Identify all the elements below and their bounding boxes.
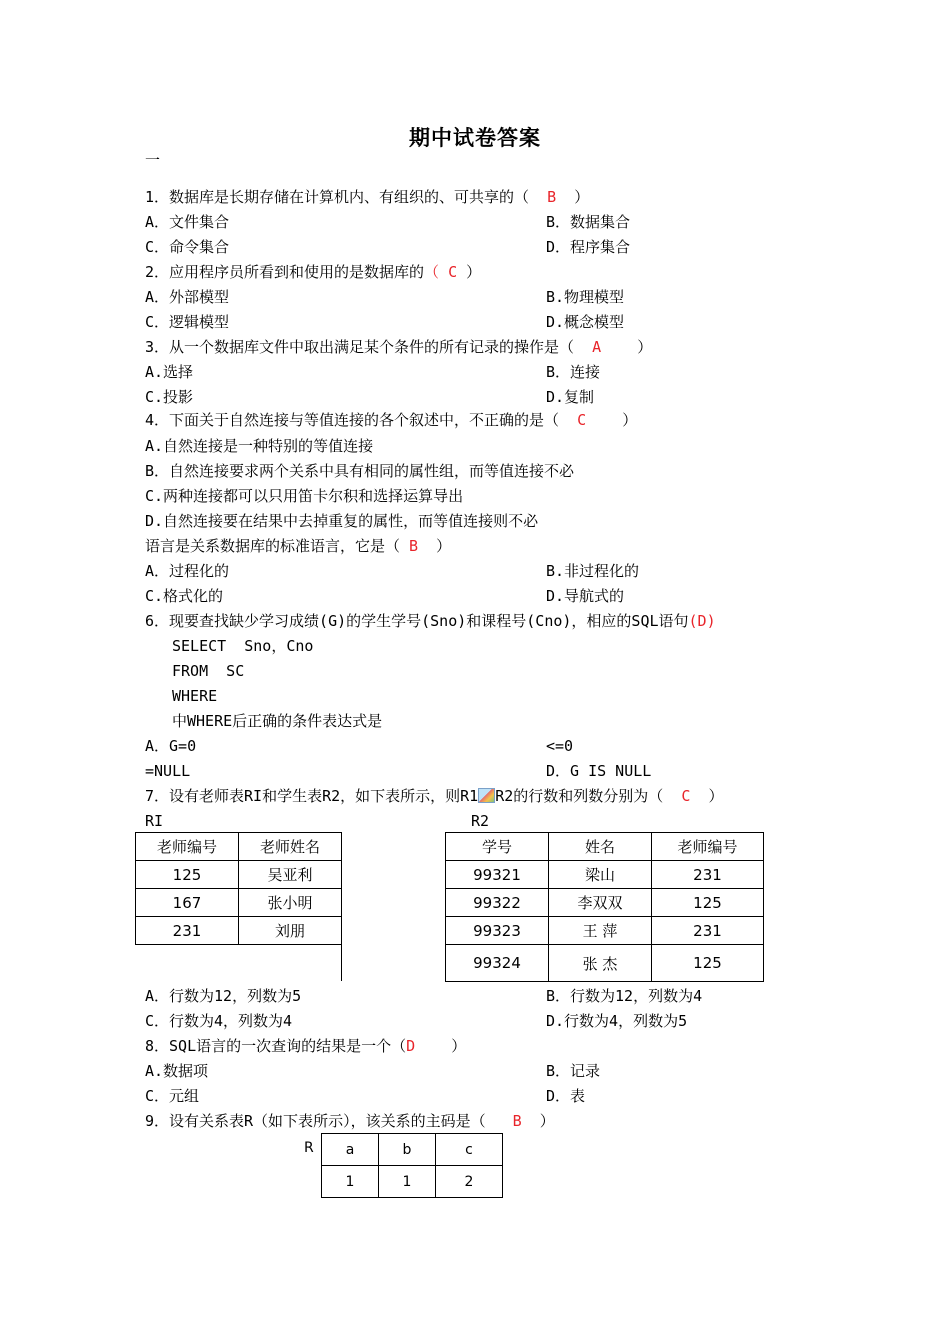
q8-option-a: A.数据项 — [145, 1062, 209, 1080]
q7-option-c: C．行数为4，列数为4 — [145, 1012, 293, 1030]
q6-option-d: D．G IS NULL — [546, 762, 652, 780]
q2-open: （ — [424, 263, 440, 281]
q8-option-c: C．元组 — [145, 1087, 200, 1105]
table-header-cell: 老师编号 — [652, 833, 764, 861]
q5-close: ） — [436, 537, 452, 555]
question-6 — [145, 611, 716, 631]
question-8 — [145, 1036, 466, 1056]
table-r1 — [135, 832, 342, 945]
broken-image-icon — [478, 788, 495, 803]
q3-close: ） — [637, 338, 653, 356]
q4-option-b: B．自然连接要求两个关系中具有相同的属性组，而等值连接不必 — [145, 462, 575, 480]
table-header-cell: 老师编号 — [136, 833, 239, 861]
table-cell: 167 — [136, 889, 239, 917]
table-cell: 张小明 — [239, 889, 342, 917]
table-header-cell: c — [436, 1134, 503, 1166]
q3-stem: 3．从一个数据库文件中取出满足某个条件的所有记录的操作是（ — [145, 338, 575, 356]
section-number: 一 — [145, 151, 161, 169]
q1-option-d: D．程序集合 — [546, 238, 631, 256]
table-divider-line — [341, 944, 342, 981]
table-cell: 张 杰 — [549, 945, 652, 982]
table-cell: 梁山 — [549, 861, 652, 889]
q7-answer: C — [681, 787, 691, 805]
table-header-cell: 姓名 — [549, 833, 652, 861]
q5-answer: B — [409, 537, 419, 555]
table-row — [136, 917, 342, 945]
table-cell: 125 — [136, 861, 239, 889]
table-r1-label: RI — [145, 812, 164, 830]
table-r-label: R — [304, 1140, 314, 1156]
table-r2 — [445, 832, 764, 982]
q6-option-a: A．G=0 — [145, 737, 197, 755]
q2-answer: C — [448, 263, 458, 281]
q7-stem-post: R2的行数和列数分别为（ — [495, 787, 664, 805]
table-r — [321, 1133, 503, 1198]
table-r2-label: R2 — [471, 812, 490, 830]
question-1 — [145, 187, 589, 207]
q3-answer: A — [592, 338, 602, 356]
q7-close: ） — [708, 787, 724, 805]
table-cell: 231 — [652, 861, 764, 889]
q7-stem-pre: 7．设有老师表RI和学生表R2，如下表所示，则R1 — [145, 787, 479, 805]
q4-stem: 4．下面关于自然连接与等值连接的各个叙述中，不正确的是（ — [145, 411, 560, 429]
table-row — [322, 1166, 503, 1198]
question-3 — [145, 337, 652, 357]
q4-option-c: C.两种连接都可以只用笛卡尔积和选择运算导出 — [145, 487, 464, 505]
q5-option-a: A．过程化的 — [145, 562, 230, 580]
q2-option-d: D.概念模型 — [546, 313, 625, 331]
table-cell: 吴亚利 — [239, 861, 342, 889]
table-header-cell: 学号 — [446, 833, 549, 861]
table-cell: 125 — [652, 889, 764, 917]
question-7 — [145, 786, 723, 806]
q6-option-c: =NULL — [145, 762, 191, 780]
question-5 — [145, 536, 451, 556]
table-cell: 1 — [379, 1166, 436, 1198]
q6-code-note: 中WHERE后正确的条件表达式是 — [172, 712, 383, 730]
table-row — [136, 861, 342, 889]
table-cell: 125 — [652, 945, 764, 982]
table-header-row — [446, 833, 764, 861]
table-cell: 王 萍 — [549, 917, 652, 945]
q9-stem: 9．设有关系表R（如下表所示），该关系的主码是（ — [145, 1112, 486, 1130]
table-row — [446, 889, 764, 917]
table-cell: 刘朋 — [239, 917, 342, 945]
table-row — [446, 945, 764, 982]
q4-option-d: D.自然连接要在结果中去掉重复的属性，而等值连接则不必 — [145, 512, 539, 530]
table-row — [136, 889, 342, 917]
q3-option-c: C.投影 — [145, 388, 194, 406]
q3-option-b: B．连接 — [546, 363, 601, 381]
table-cell: 2 — [436, 1166, 503, 1198]
table-row — [446, 861, 764, 889]
q2-close: ） — [466, 263, 482, 281]
q2-stem: 2．应用程序员所看到和使用的是数据库的 — [145, 263, 425, 281]
q1-option-c: C．命令集合 — [145, 238, 230, 256]
q4-answer: C — [577, 411, 587, 429]
table-cell: 99322 — [446, 889, 549, 917]
q8-stem: 8．SQL语言的一次查询的结果是一个（ — [145, 1037, 407, 1055]
q6-option-b: <=0 — [546, 737, 574, 755]
q1-close: ） — [574, 188, 590, 206]
table-cell: 1 — [322, 1166, 379, 1198]
q8-option-b: B．记录 — [546, 1062, 601, 1080]
table-cell: 231 — [136, 917, 239, 945]
question-4 — [145, 410, 637, 430]
q5-option-c: C.格式化的 — [145, 587, 224, 605]
q8-option-d: D．表 — [546, 1087, 586, 1105]
table-header-cell: a — [322, 1134, 379, 1166]
table-cell: 231 — [652, 917, 764, 945]
question-9 — [145, 1111, 555, 1131]
table-header-row — [322, 1134, 503, 1166]
q3-option-a: A.选择 — [145, 363, 194, 381]
q7-option-a: A．行数为12，列数为5 — [145, 987, 302, 1005]
q2-option-c: C．逻辑模型 — [145, 313, 230, 331]
q5-option-b: B.非过程化的 — [546, 562, 640, 580]
q6-code-where: WHERE — [172, 687, 218, 705]
q6-code-from: FROM SC — [172, 662, 245, 680]
table-cell: 99324 — [446, 945, 549, 982]
q7-option-b: B．行数为12，列数为4 — [546, 987, 703, 1005]
q6-code-select: SELECT Sno，Cno — [172, 637, 314, 655]
q4-close: ） — [622, 411, 638, 429]
q6-answer: (D) — [688, 612, 716, 630]
question-2 — [145, 262, 481, 282]
table-header-cell: 老师姓名 — [239, 833, 342, 861]
table-row — [446, 917, 764, 945]
q1-option-b: B．数据集合 — [546, 213, 631, 231]
table-cell: 李双双 — [549, 889, 652, 917]
q2-option-b: B.物理模型 — [546, 288, 625, 306]
q5-option-d: D.导航式的 — [546, 587, 625, 605]
table-cell: 99323 — [446, 917, 549, 945]
q7-option-d: D.行数为4，列数为5 — [546, 1012, 688, 1030]
q8-answer: D — [406, 1037, 416, 1055]
q9-close: ） — [539, 1112, 555, 1130]
q6-stem: 6．现要查找缺少学习成绩(G)的学生学号(Sno)和课程号(Cno)，相应的SQL语句 — [145, 612, 689, 630]
table-header-row — [136, 833, 342, 861]
q8-close: ） — [451, 1037, 467, 1055]
table-header-cell: b — [379, 1134, 436, 1166]
q1-answer: B — [547, 188, 557, 206]
q3-option-d: D.复制 — [546, 388, 595, 406]
q9-answer: B — [512, 1112, 522, 1130]
q2-option-a: A．外部模型 — [145, 288, 230, 306]
q1-option-a: A．文件集合 — [145, 213, 230, 231]
q1-stem: 1．数据库是长期存储在计算机内、有组织的、可共享的（ — [145, 188, 530, 206]
q5-stem: 语言是关系数据库的标准语言，它是（ — [145, 537, 401, 555]
page-title: 期中试卷答案 — [409, 126, 541, 150]
table-cell: 99321 — [446, 861, 549, 889]
q4-option-a: A.自然连接是一种特别的等值连接 — [145, 437, 374, 455]
